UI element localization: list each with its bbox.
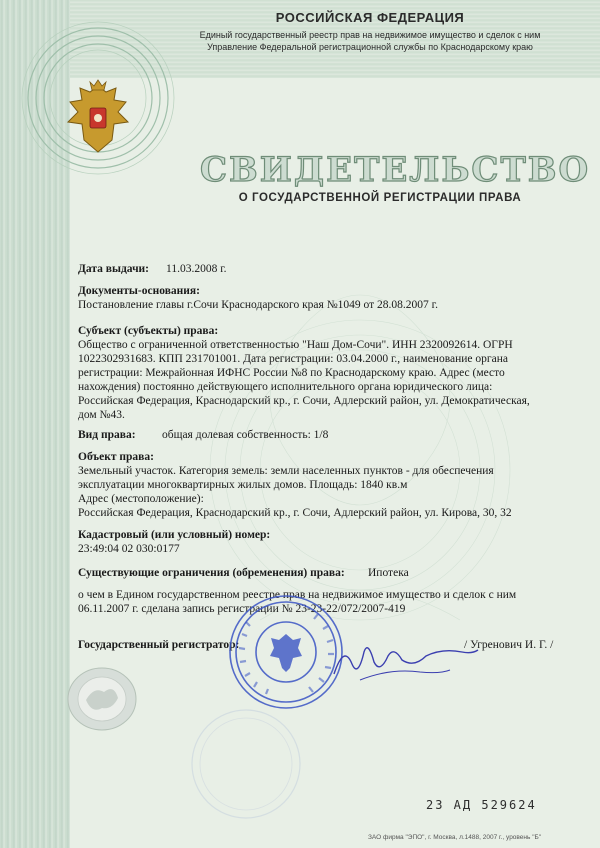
encumbrance-row xyxy=(78,566,570,580)
object-section xyxy=(78,450,570,520)
hologram-sticker xyxy=(64,664,140,734)
right-type-label: Вид права: xyxy=(78,429,136,441)
object-line: эксплуатации многоквартирных жилых домов. Площадь: 1840 кв.м xyxy=(78,479,408,491)
object-line: Адрес (местоположение): xyxy=(78,493,204,505)
cadastral-section xyxy=(78,528,570,556)
subject-line: 1022302931683. КПП 231701001. Дата регистрации: 03.04.2000 г., наименование органа xyxy=(78,353,508,365)
object-line: Российская Федерация, Краснодарский кр., г. Сочи, Адлерский район, ул. Кирова, 30, 32 xyxy=(78,507,512,519)
department-line: Управление Федеральной регистрационной службы по Краснодарскому краю xyxy=(207,42,533,52)
subject-line: Общество с ограниченной ответственностью "Наш Дом-Сочи". ИНН 2320092614. ОГРН xyxy=(78,339,513,351)
registry-record-line: о чем в Едином государственном реестре прав на недвижимое имущество и сделок с ним xyxy=(78,589,517,601)
registry-line: Единый государственный реестр прав на недвижимое имущество и сделок с ним xyxy=(199,30,541,40)
encumbrance-value: Ипотека xyxy=(368,567,409,579)
object-label: Объект права: xyxy=(78,451,154,463)
registrar-name: / Угренович И. Г. / xyxy=(464,639,554,651)
coat-of-arms-icon xyxy=(60,78,136,160)
basis-section xyxy=(78,284,570,312)
printer-info: ЗАО фирма "ЭПО", г. Москва, л.1488, 2007 г., уровень "Б" xyxy=(368,834,542,841)
registry-record-line: 06.11.2007 г. сделана запись регистрации № 23-23-22/072/2007-419 xyxy=(78,603,406,615)
issue-date-label: Дата выдачи: xyxy=(78,263,150,275)
encumbrance-label: Существующие ограничения (обременения) права: xyxy=(78,567,345,579)
cadastral-label: Кадастровый (или условный) номер: xyxy=(78,529,271,541)
subject-line: Российская Федерация, Краснодарский кр., г. Сочи, Адлерский район, ул. Демократическая, xyxy=(78,395,530,407)
subject-label: Субъект (субъекты) права: xyxy=(78,325,219,337)
official-seal xyxy=(226,592,346,712)
registrar-label: Государственный регистратор: xyxy=(78,639,240,651)
subject-section xyxy=(78,324,570,422)
right-type-value: общая долевая собственность: 1/8 xyxy=(162,429,329,441)
serial-number: 23 АД 529624 xyxy=(426,798,537,812)
issue-date-value: 11.03.2008 г. xyxy=(166,263,227,275)
cadastral-value: 23:49:04 02 030:0177 xyxy=(78,543,180,555)
right-type-row xyxy=(78,428,570,442)
subject-line: дом №43. xyxy=(78,409,125,421)
basis-value: Постановление главы г.Сочи Краснодарского края №1049 от 28.08.2007 г. xyxy=(78,299,438,311)
issue-date-row xyxy=(78,262,570,276)
subject-line: нахождения) постоянно действующего исполнительного органа юридического лица: xyxy=(78,381,493,393)
subject-line: регистрации: Межрайонная ИФНС России №8 по Краснодарскому краю. Адрес (место xyxy=(78,367,505,379)
country-heading: РОССИЙСКАЯ ФЕДЕРАЦИЯ xyxy=(275,10,465,25)
faint-stamp-impression xyxy=(186,704,306,824)
basis-label: Документы-основания: xyxy=(78,285,200,297)
object-line: Земельный участок. Категория земель: земли населенных пунктов - для обеспечения xyxy=(78,465,494,477)
document-subtitle: О ГОСУДАРСТВЕННОЙ РЕГИСТРАЦИИ ПРАВА xyxy=(238,192,522,204)
document-title: СВИДЕТЕЛЬСТВО xyxy=(200,150,591,190)
registrar-signature xyxy=(330,634,480,684)
